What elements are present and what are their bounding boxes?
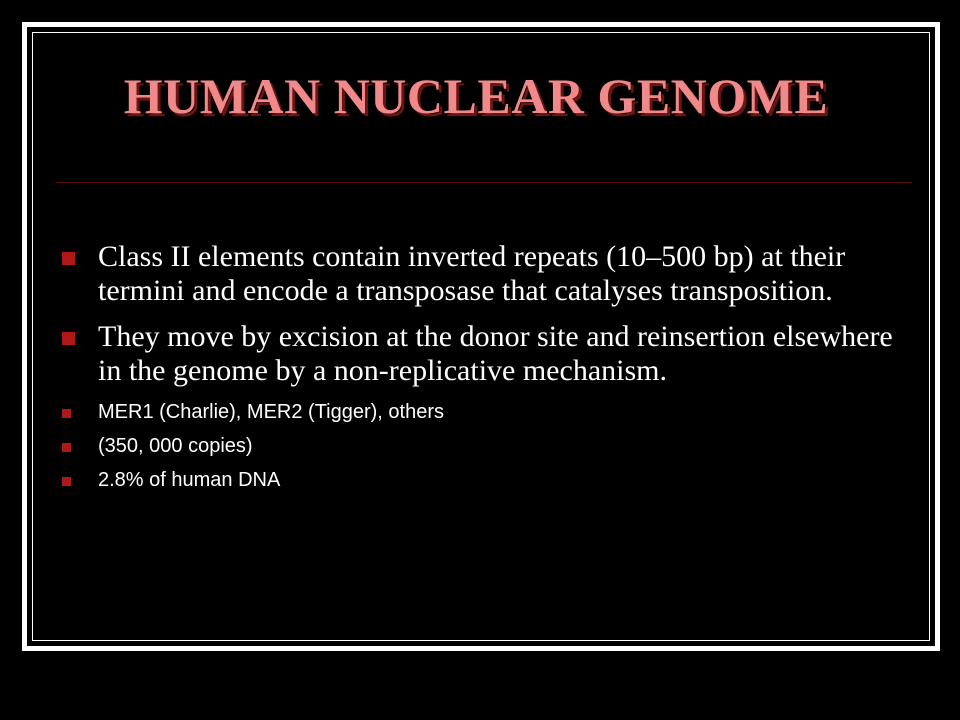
bullet-item xyxy=(60,320,900,388)
bullet-item xyxy=(60,434,900,458)
bullet-list xyxy=(60,240,900,502)
slide-title: HUMAN NUCLEAR GENOME xyxy=(123,68,829,124)
bullet-item xyxy=(60,240,900,308)
bullet-item xyxy=(60,400,900,424)
square-bullet-icon xyxy=(62,332,75,345)
square-bullet-icon xyxy=(62,477,71,486)
square-bullet-icon xyxy=(62,409,71,418)
square-bullet-icon xyxy=(62,443,71,452)
bullet-text: (350, 000 copies) xyxy=(98,435,253,457)
bullet-text: 2.8% of human DNA xyxy=(98,469,281,491)
bullet-text: They move by excision at the donor site and reinsertion elsewhere in the genome by a non-replicative mechanism. xyxy=(98,320,893,387)
square-bullet-icon xyxy=(62,252,75,265)
bullet-text: Class II elements contain inverted repeats (10–500 bp) at their termini and encode a transposase that catalyses transposition. xyxy=(98,240,846,307)
title-divider xyxy=(56,182,912,183)
bullet-text: MER1 (Charlie), MER2 (Tigger), others xyxy=(98,401,445,423)
bullet-item xyxy=(60,468,900,492)
